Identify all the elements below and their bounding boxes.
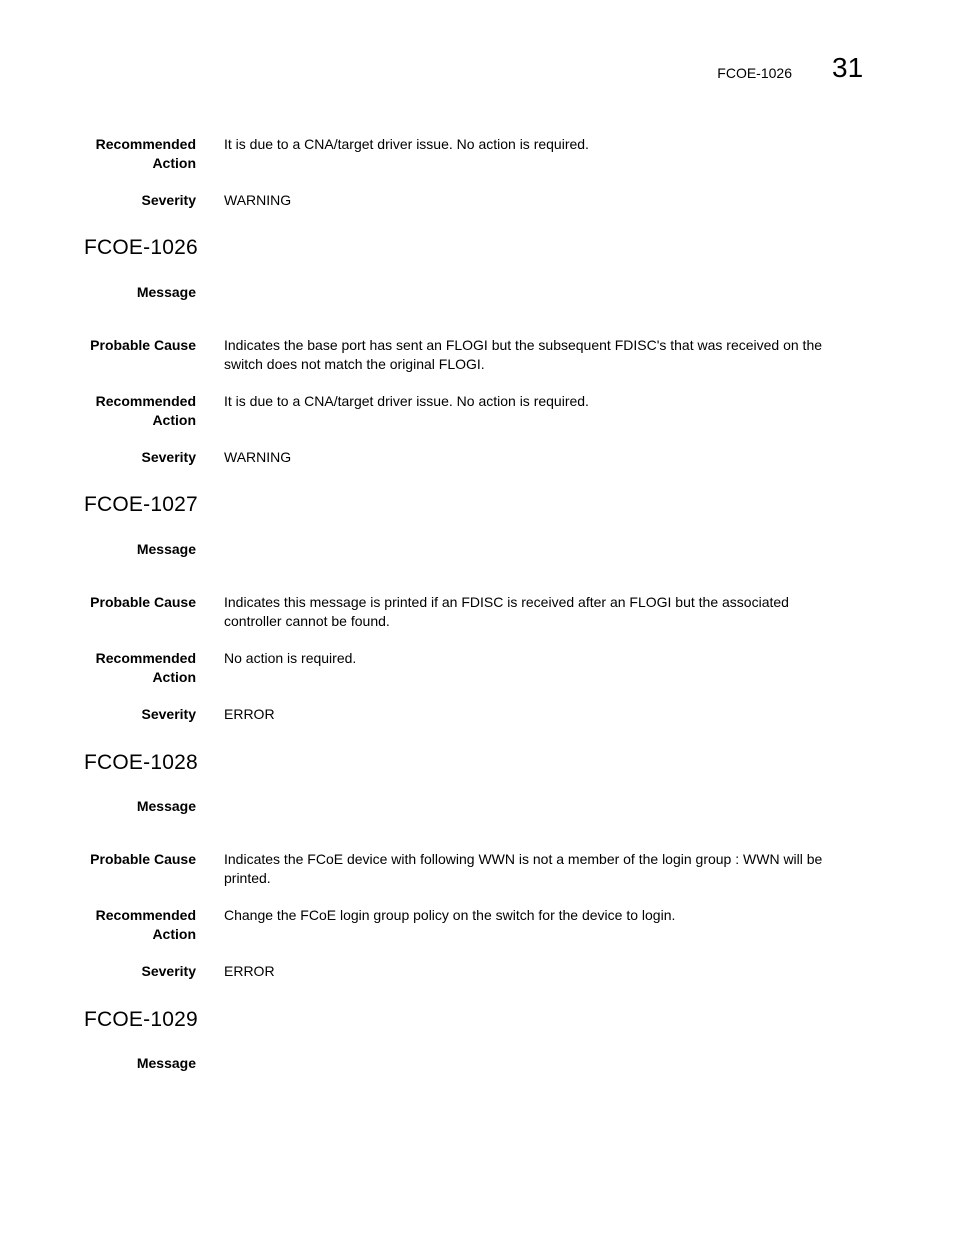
recommended-action-text: It is due to a CNA/target driver issue. No action is required. bbox=[224, 136, 589, 152]
recommended-action-label: Recommended Action bbox=[95, 650, 196, 685]
severity-label: Severity bbox=[141, 449, 196, 465]
recommended-action-label: Recommended Action bbox=[95, 907, 196, 942]
probable-cause-text: Indicates the base port has sent an FLOGI but the subsequent FDISC's that was received on the switch does not match the original FLOGI. bbox=[224, 337, 823, 372]
recommended-action-label: Recommended Action bbox=[95, 136, 196, 171]
recommended-action-text: No action is required. bbox=[224, 650, 357, 666]
recommended-action-text: Change the FCoE login group policy on the switch for the device to login. bbox=[224, 907, 676, 923]
severity-label: Severity bbox=[141, 192, 196, 208]
severity-label: Severity bbox=[141, 706, 196, 722]
message-label: Message bbox=[136, 284, 196, 300]
probable-cause-label: Probable Cause bbox=[90, 594, 196, 610]
recommended-action-label: Recommended Action bbox=[95, 393, 196, 428]
severity-value: ERROR bbox=[224, 706, 275, 722]
probable-cause-text: Indicates this message is printed if an FDISC is received after an FLOGI but the associated controller cannot be found. bbox=[224, 594, 789, 629]
recommended-action-text: It is due to a CNA/target driver issue. No action is required. bbox=[224, 393, 589, 409]
severity-label: Severity bbox=[141, 963, 196, 979]
message-label: Message bbox=[136, 541, 196, 557]
probable-cause-text: Indicates the FCoE device with following WWN is not a member of the login group : WWN will be printed. bbox=[224, 851, 823, 886]
severity-value: WARNING bbox=[224, 192, 292, 208]
chapter-number: 31 bbox=[832, 52, 864, 83]
section-title: FCOE-1027 bbox=[84, 493, 198, 516]
severity-value: ERROR bbox=[224, 963, 275, 979]
severity-value: WARNING bbox=[224, 449, 292, 465]
message-label: Message bbox=[136, 1055, 196, 1071]
probable-cause-label: Probable Cause bbox=[90, 851, 196, 867]
section-title: FCOE-1026 bbox=[84, 236, 198, 259]
probable-cause-label: Probable Cause bbox=[90, 337, 196, 353]
running-title: FCOE-1026 bbox=[717, 65, 792, 81]
section-title: FCOE-1028 bbox=[84, 751, 198, 774]
section-title: FCOE-1029 bbox=[84, 1008, 198, 1031]
message-label: Message bbox=[136, 798, 196, 814]
